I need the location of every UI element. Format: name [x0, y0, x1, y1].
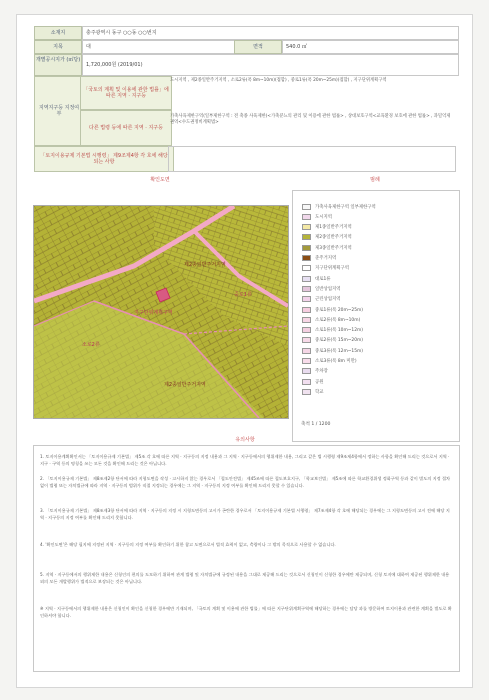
legend-swatch: [302, 255, 311, 261]
legend-swatch: [302, 317, 311, 323]
legend-label: 주차장: [315, 369, 328, 375]
legend-label: 제3종일반주거지역: [315, 245, 352, 251]
legend-item: [302, 296, 340, 303]
note-item: 5. 지역 · 지구등에서의 행위제한 내용은 신청인의 편의를 도모하기 위하여 관계 법령 및 자치법규에 규정된 내용을 그대로 제공해 드리는 것으로서 신청인이 신청한 경우에만 제공되며, 신청 토지에 대하여 제공된 행위제한 내용 외의 모든 개발행위가 법적으로 보장되는 것은 아닙니다.: [40, 572, 450, 584]
area-value: 540.0 ㎡: [282, 40, 459, 54]
legend-swatch: [302, 327, 311, 333]
legend-swatch: [302, 337, 311, 343]
legend-label: 중로2류(폭 15m~20m): [315, 338, 363, 344]
legend-item: [302, 368, 328, 375]
note-item: 4. '확인도면'은 해당 필지에 지정된 지역 · 지구등의 지정 여부를 확인하기 위한 참고 도면으로서 법적 효력이 없고, 측량이나 그 밖의 목적으로 사용할 수 없습니다.: [40, 542, 336, 547]
notes-box: [33, 445, 460, 672]
legend-item: [302, 316, 360, 323]
land-price-label: 개별공시지가 (㎡당): [34, 54, 82, 76]
legend-swatch: [302, 276, 311, 282]
legend-label: 학교: [315, 389, 324, 395]
legend-item: [302, 265, 349, 272]
map-title: 확인도면: [150, 177, 170, 183]
legend-item: [302, 285, 340, 292]
map-label-3: 소로2류: [82, 342, 100, 348]
legend-item: [302, 203, 376, 210]
zoning-law-value: 도시지역 , 제2종일반주거지역 , 소로2류(폭 8m~10m)(접합) , 중로1류(폭 20m~25m)(접합) , 지구단위계획구역: [170, 78, 387, 83]
legend-item: [302, 378, 323, 385]
legend-swatch: [302, 379, 311, 385]
legend-item: [302, 213, 332, 220]
legend-item: [302, 275, 331, 282]
note-item: 1. 토지이용계획확인서는 「토지이용규제 기본법」 제5조 각 호에 따른 지역 · 지구등의 지정 내용과 그 지역 · 지구등에서의 행위제한 내용, 그리고 같은 법 시행령 제9조제4항에서 정하는 사항을 확인해 드리는 것으로서 지역 · 지구 · 구역 등의 명칭을 쓰는 모든 것을 확인해 드리는 것은 아닙니다.: [40, 454, 450, 466]
legend-item: [302, 337, 363, 344]
legend-label: 소로1류(폭 10m~12m): [315, 328, 363, 334]
legend-item: [302, 255, 336, 262]
legend-label: 제1종일반주거지역: [315, 225, 352, 231]
zoning-other-label: 다른 법령 등에 따른 지역 · 지구등: [80, 110, 172, 146]
zoning-group-label: 지역지구등 지정여부: [34, 76, 84, 146]
legend-label: 소로2류(폭 8m~10m): [315, 317, 361, 323]
legend-swatch: [302, 245, 311, 251]
zoning-law-label: 「국토의 계획 및 이용에 관한 법률」에 따른 지역 · 지구등: [80, 76, 172, 110]
legend-label: 중로1류(폭 20m~25m): [315, 307, 363, 313]
legend-label: 가축사육제한구역 일부제한구역: [315, 204, 376, 210]
legend-item: [302, 224, 352, 231]
legend-swatch: [302, 224, 311, 230]
legend-label: 근린상업지역: [315, 297, 341, 303]
legend-label: 소로3류(폭 8m 미만): [315, 359, 357, 364]
legend-swatch: [302, 286, 311, 292]
legend-label: 지구단위계획구역: [315, 266, 349, 272]
legend-item: [302, 306, 363, 313]
confirmation-map: [33, 205, 289, 419]
note-item: ※ 지역 · 지구등에서의 행위제한 내용은 신청인이 확인을 신청한 경우에만 기재되며, 「국토의 계획 및 이용에 관한 법률」에 따른 지구단위계획구역에 해당하는 경우에는 담당 과를 방문하여 토지이용과 관련한 계획을 별도로 확인하셔야 합니다.: [40, 606, 452, 618]
legend-swatch: [302, 265, 311, 271]
legend-label: 공원: [315, 379, 324, 385]
map-legend: [292, 190, 460, 442]
legend-label: 준주거지역: [315, 256, 337, 261]
land-price-value: 1,720,000원 (2019/01): [82, 54, 459, 76]
legend-label: 도시지역: [315, 214, 332, 220]
legend-item: [302, 388, 323, 395]
legend-label: 일반상업지역: [315, 286, 341, 292]
legend-swatch: [302, 389, 311, 395]
legend-title: 범례: [370, 177, 380, 183]
map-label-1: 지구단위계획구역: [134, 310, 173, 316]
notes-title: 유의사항: [235, 437, 255, 443]
legend-label: 대로1류: [315, 276, 331, 282]
legend-item: [302, 347, 363, 354]
map-label-2: 제2종일반주거지역: [184, 262, 226, 268]
enforcement-value-cell: [168, 146, 456, 172]
legend-item: [302, 244, 352, 251]
map-label-4: 중로1류: [234, 292, 252, 298]
legend-label: 제2종일반주거지역: [315, 235, 352, 241]
note-item: 3. 「토지이용규제 기본법」 제8조제3항 단서에 따라 지역 · 지구등의 지정 시 지형도면등의 고시가 곤란한 경우로서 「토지이용규제 기본법 시행령」 제7조제4항 각 호에 해당되는 경우에는 그 지형도면등의 고시 전에 해당 지역 · 지구등의 지정 여부를 확인해 드리지 못합니다.: [40, 508, 450, 520]
area-label: 면적: [234, 40, 282, 54]
legend-swatch: [302, 307, 311, 313]
legend-label: 중로3류(폭 12m~15m): [315, 348, 363, 354]
map-drawing: [34, 206, 288, 418]
legend-swatch: [302, 348, 311, 354]
note-item: 2. 「토지이용규제 기본법」 제8조제2항 단서에 따라 지형도면을 작성 · 고시하지 않는 경우로서 「철도안전법」 제45조에 따른 철도보호지구, 「학교보건법」 제5조에 따른 학교환경위생 정화구역 등과 같이 별도의 지정 절차 없이 법령 또는 자치법규에 따라 지역 · 지구등의 범위가 직접 지정되는 경우에는 그 지역 · 지구등의 지정 여부를 확인해 드리지 못할 수 있습니다.: [40, 476, 451, 488]
legend-swatch: [302, 368, 311, 374]
legend-item: [302, 327, 363, 334]
legend-swatch: [302, 214, 311, 220]
legend-swatch: [302, 234, 311, 240]
land-category-label: 지목: [34, 40, 82, 54]
legend-item: [302, 234, 352, 241]
legend-swatch: [302, 204, 311, 210]
location-label: 소재지: [34, 26, 82, 40]
location-value: 충주광역시 동구 ○○동 ○○번지: [82, 26, 459, 40]
legend-item: [302, 358, 357, 365]
map-label-5: 제2종일반주거지역: [164, 382, 206, 388]
land-category-value: 대: [82, 40, 235, 54]
map-scale: 축척 1 / 1200: [301, 422, 331, 427]
zoning-other-value: 가축사육제한구역(일부제한구역 : 전 축종 사육제한)<가축분뇨의 관리 및 이용에 관한 법률> , 상대보호구역<교육환경 보호에 관한 법률> , 과밀억제권역<수도권정비계획법>: [170, 114, 451, 126]
enforcement-label: 「토지이용규제 기본법 시행령」 제9조제4항 각 호에 해당되는 사항: [34, 146, 174, 172]
legend-swatch: [302, 358, 311, 364]
legend-swatch: [302, 296, 311, 302]
